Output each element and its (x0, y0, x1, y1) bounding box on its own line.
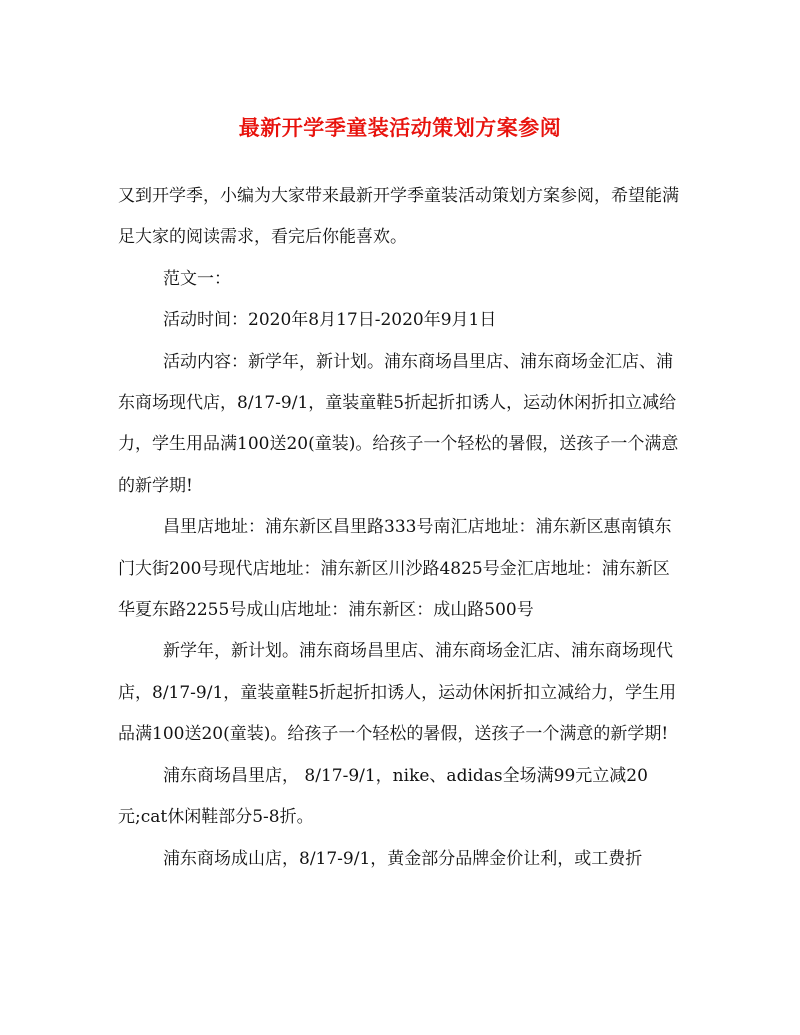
paragraph-activity-content: 活动内容：新学年，新计划。浦东商场昌里店、浦东商场金汇店、浦东商场现代店，8/17-9/1，童装童鞋5折起折扣诱人，运动休闲折扣立减给力，学生用品满100送20(童装)。给孩子一个轻松的暑假，送孩子一个满意的新学期! (118, 351, 679, 496)
document-body (118, 176, 682, 880)
paragraph-intro: 又到开学季，小编为大家带来最新开学季童装活动策划方案参阅，希望能满足大家的阅读需求，看完后你能喜欢。 (118, 186, 679, 248)
document-title: 最新开学季童装活动策划方案参阅 (238, 116, 562, 140)
paragraph-store-addresses: 昌里店地址：浦东新区昌里路333号南汇店地址：浦东新区惠南镇东门大街200号现代店地址：浦东新区川沙路4825号金汇店地址：浦东新区华夏东路2255号成山店地址：浦东新区：成山路500号 (118, 517, 672, 621)
paragraph-activity-time: 活动时间：2020年8月17日-2020年9月1日 (163, 310, 497, 331)
paragraph-changli-store: 浦东商场昌里店， 8/17-9/1，nike、adidas全场满99元立减20元;cat休闲鞋部分5-8折。 (118, 765, 648, 828)
paragraph-chengshan-store: 浦东商场成山店，8/17-9/1，黄金部分品牌金价让利，或工费折 (163, 848, 643, 869)
paragraph-new-semester: 新学年，新计划。浦东商场昌里店、浦东商场金汇店、浦东商场现代店，8/17-9/1，童装童鞋5折起折扣诱人，运动休闲折扣立减给力，学生用品满100送20(童装)。给孩子一个轻松的暑假，送孩子一个满意的新学期! (118, 641, 677, 745)
paragraph-sample-heading: 范文一： (163, 268, 231, 289)
